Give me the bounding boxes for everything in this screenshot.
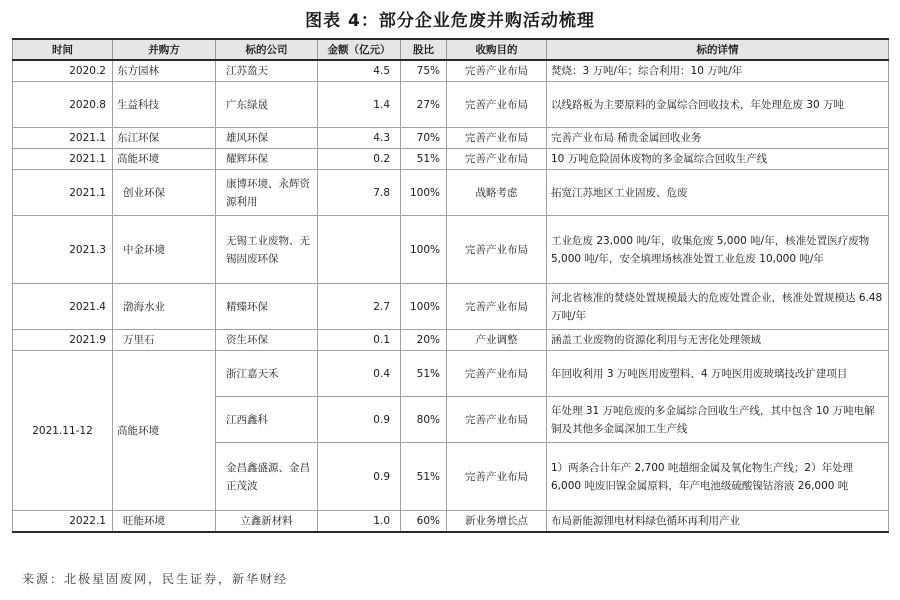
cell-purpose: 完善产业布局 [447, 216, 547, 284]
cell-acquirer: 东江环保 [113, 128, 216, 149]
cell-date: 2021.9 [13, 330, 113, 351]
cell-target: 资生环保 [216, 330, 318, 351]
table-row [13, 511, 889, 533]
cell-purpose: 战略考虑 [447, 170, 547, 216]
header-ratio: 股比 [401, 39, 447, 60]
cell-acquirer: 旺能环境 [113, 511, 216, 533]
cell-date: 2022.1 [13, 511, 113, 533]
cell-purpose: 完善产业布局 [447, 149, 547, 170]
table-row [13, 216, 889, 284]
header-row [13, 39, 889, 60]
cell-details: 完善产业布局 稀贵金属回收业务 [547, 128, 889, 149]
cell-date: 2020.2 [13, 60, 113, 82]
cell-amount: 0.4 [318, 351, 401, 397]
header-acquirer: 并购方 [113, 39, 216, 60]
cell-details: 以线路板为主要原料的金属综合回收技术，年处理危废 30 万吨 [547, 82, 889, 128]
table-row [13, 170, 889, 216]
cell-acquirer: 创业环保 [113, 170, 216, 216]
cell-target: 金昌鑫盛源、金昌正茂波 [216, 443, 318, 511]
cell-target: 耀辉环保 [216, 149, 318, 170]
cell-ratio: 20% [401, 330, 447, 351]
cell-ratio: 27% [401, 82, 447, 128]
cell-amount: 0.9 [318, 397, 401, 443]
cell-amount: 1.4 [318, 82, 401, 128]
cell-acquirer: 渤海水业 [113, 284, 216, 330]
mna-table [12, 38, 889, 533]
header-date: 时间 [13, 39, 113, 60]
cell-amount: 2.7 [318, 284, 401, 330]
cell-amount: 7.8 [318, 170, 401, 216]
cell-amount: 4.3 [318, 128, 401, 149]
cell-details: 河北省核准的焚烧处置规模最大的危废处置企业，核准处置规模达 6.48 万吨/年 [547, 284, 889, 330]
cell-purpose: 完善产业布局 [447, 60, 547, 82]
cell-target: 康博环境、永辉资源利用 [216, 170, 318, 216]
cell-date: 2021.1 [13, 170, 113, 216]
cell-target: 雄风环保 [216, 128, 318, 149]
cell-ratio: 51% [401, 351, 447, 397]
cell-acquirer: 东方园林 [113, 60, 216, 82]
cell-details: 年处理 31 万吨危废的多金属综合回收生产线，其中包含 10 万吨电解铜及其他多金属深加工生产线 [547, 397, 889, 443]
table-frame [12, 38, 888, 533]
cell-purpose: 新业务增长点 [447, 511, 547, 533]
cell-acquirer: 生益科技 [113, 82, 216, 128]
cell-amount: 1.0 [318, 511, 401, 533]
header-details: 标的详情 [547, 39, 889, 60]
cell-date: 2021.4 [13, 284, 113, 330]
cell-details: 1）两条合计年产 2,700 吨超细金属及氧化物生产线；2）年处理 6,000 吨废旧镍金属原料，年产电池级硫酸镍钴溶液 26,000 吨 [547, 443, 889, 511]
cell-purpose: 完善产业布局 [447, 284, 547, 330]
cell-date: 2020.8 [13, 82, 113, 128]
cell-acquirer: 万里石 [113, 330, 216, 351]
table-row [13, 149, 889, 170]
cell-details: 涵盖工业废物的资源化利用与无害化处理领域 [547, 330, 889, 351]
cell-amount: 0.9 [318, 443, 401, 511]
cell-date: 2021.11-12 [13, 351, 113, 511]
cell-target: 江西鑫科 [216, 397, 318, 443]
cell-details: 工业危废 23,000 吨/年，收集危废 5,000 吨/年，核准处置医疗废物 5,000 吨/年，安全填埋场核准处置工业危废 10,000 吨/年 [547, 216, 889, 284]
cell-purpose: 产业调整 [447, 330, 547, 351]
cell-acquirer: 高能环境 [113, 149, 216, 170]
cell-date: 2021.1 [13, 128, 113, 149]
cell-target: 立鑫新材料 [216, 511, 318, 533]
table-row [13, 284, 889, 330]
table-row [13, 82, 889, 128]
cell-date: 2021.1 [13, 149, 113, 170]
cell-target: 江苏盈天 [216, 60, 318, 82]
cell-amount: 4.5 [318, 60, 401, 82]
cell-details: 拓宽江苏地区工业固废、危废 [547, 170, 889, 216]
cell-details: 焚烧：3 万吨/年；综合利用：10 万吨/年 [547, 60, 889, 82]
cell-amount: 0.1 [318, 330, 401, 351]
cell-ratio: 51% [401, 443, 447, 511]
cell-ratio: 100% [401, 216, 447, 284]
cell-ratio: 60% [401, 511, 447, 533]
source-note: 来源：北极星固废网，民生证券，新华财经 [22, 572, 289, 586]
cell-ratio: 100% [401, 170, 447, 216]
cell-ratio: 51% [401, 149, 447, 170]
table-row [13, 330, 889, 351]
header-amount: 金额（亿元） [318, 39, 401, 60]
cell-target: 精臻环保 [216, 284, 318, 330]
cell-details: 10 万吨危险固体废物的多金属综合回收生产线 [547, 149, 889, 170]
cell-purpose: 完善产业布局 [447, 82, 547, 128]
cell-ratio: 100% [401, 284, 447, 330]
header-target: 标的公司 [216, 39, 318, 60]
cell-amount: 0.2 [318, 149, 401, 170]
cell-details: 布局新能源锂电材料绿色循环再利用产业 [547, 511, 889, 533]
cell-purpose: 完善产业布局 [447, 351, 547, 397]
table-row [13, 351, 889, 397]
cell-target: 广东绿晟 [216, 82, 318, 128]
cell-ratio: 70% [401, 128, 447, 149]
cell-amount [318, 216, 401, 284]
table-row [13, 60, 889, 82]
cell-target: 无锡工业废物、无锡固废环保 [216, 216, 318, 284]
table-row [13, 128, 889, 149]
cell-date: 2021.3 [13, 216, 113, 284]
cell-details: 年回收利用 3 万吨医用废塑料、4 万吨医用废玻璃技改扩建项目 [547, 351, 889, 397]
figure-title: 图表 4：部分企业危废并购活动梳理 [305, 11, 595, 31]
cell-purpose: 完善产业布局 [447, 443, 547, 511]
cell-ratio: 80% [401, 397, 447, 443]
cell-target: 浙江嘉天禾 [216, 351, 318, 397]
cell-acquirer: 高能环境 [113, 351, 216, 511]
cell-purpose: 完善产业布局 [447, 397, 547, 443]
cell-purpose: 完善产业布局 [447, 128, 547, 149]
cell-ratio: 75% [401, 60, 447, 82]
header-purpose: 收购目的 [447, 39, 547, 60]
cell-acquirer: 中金环境 [113, 216, 216, 284]
